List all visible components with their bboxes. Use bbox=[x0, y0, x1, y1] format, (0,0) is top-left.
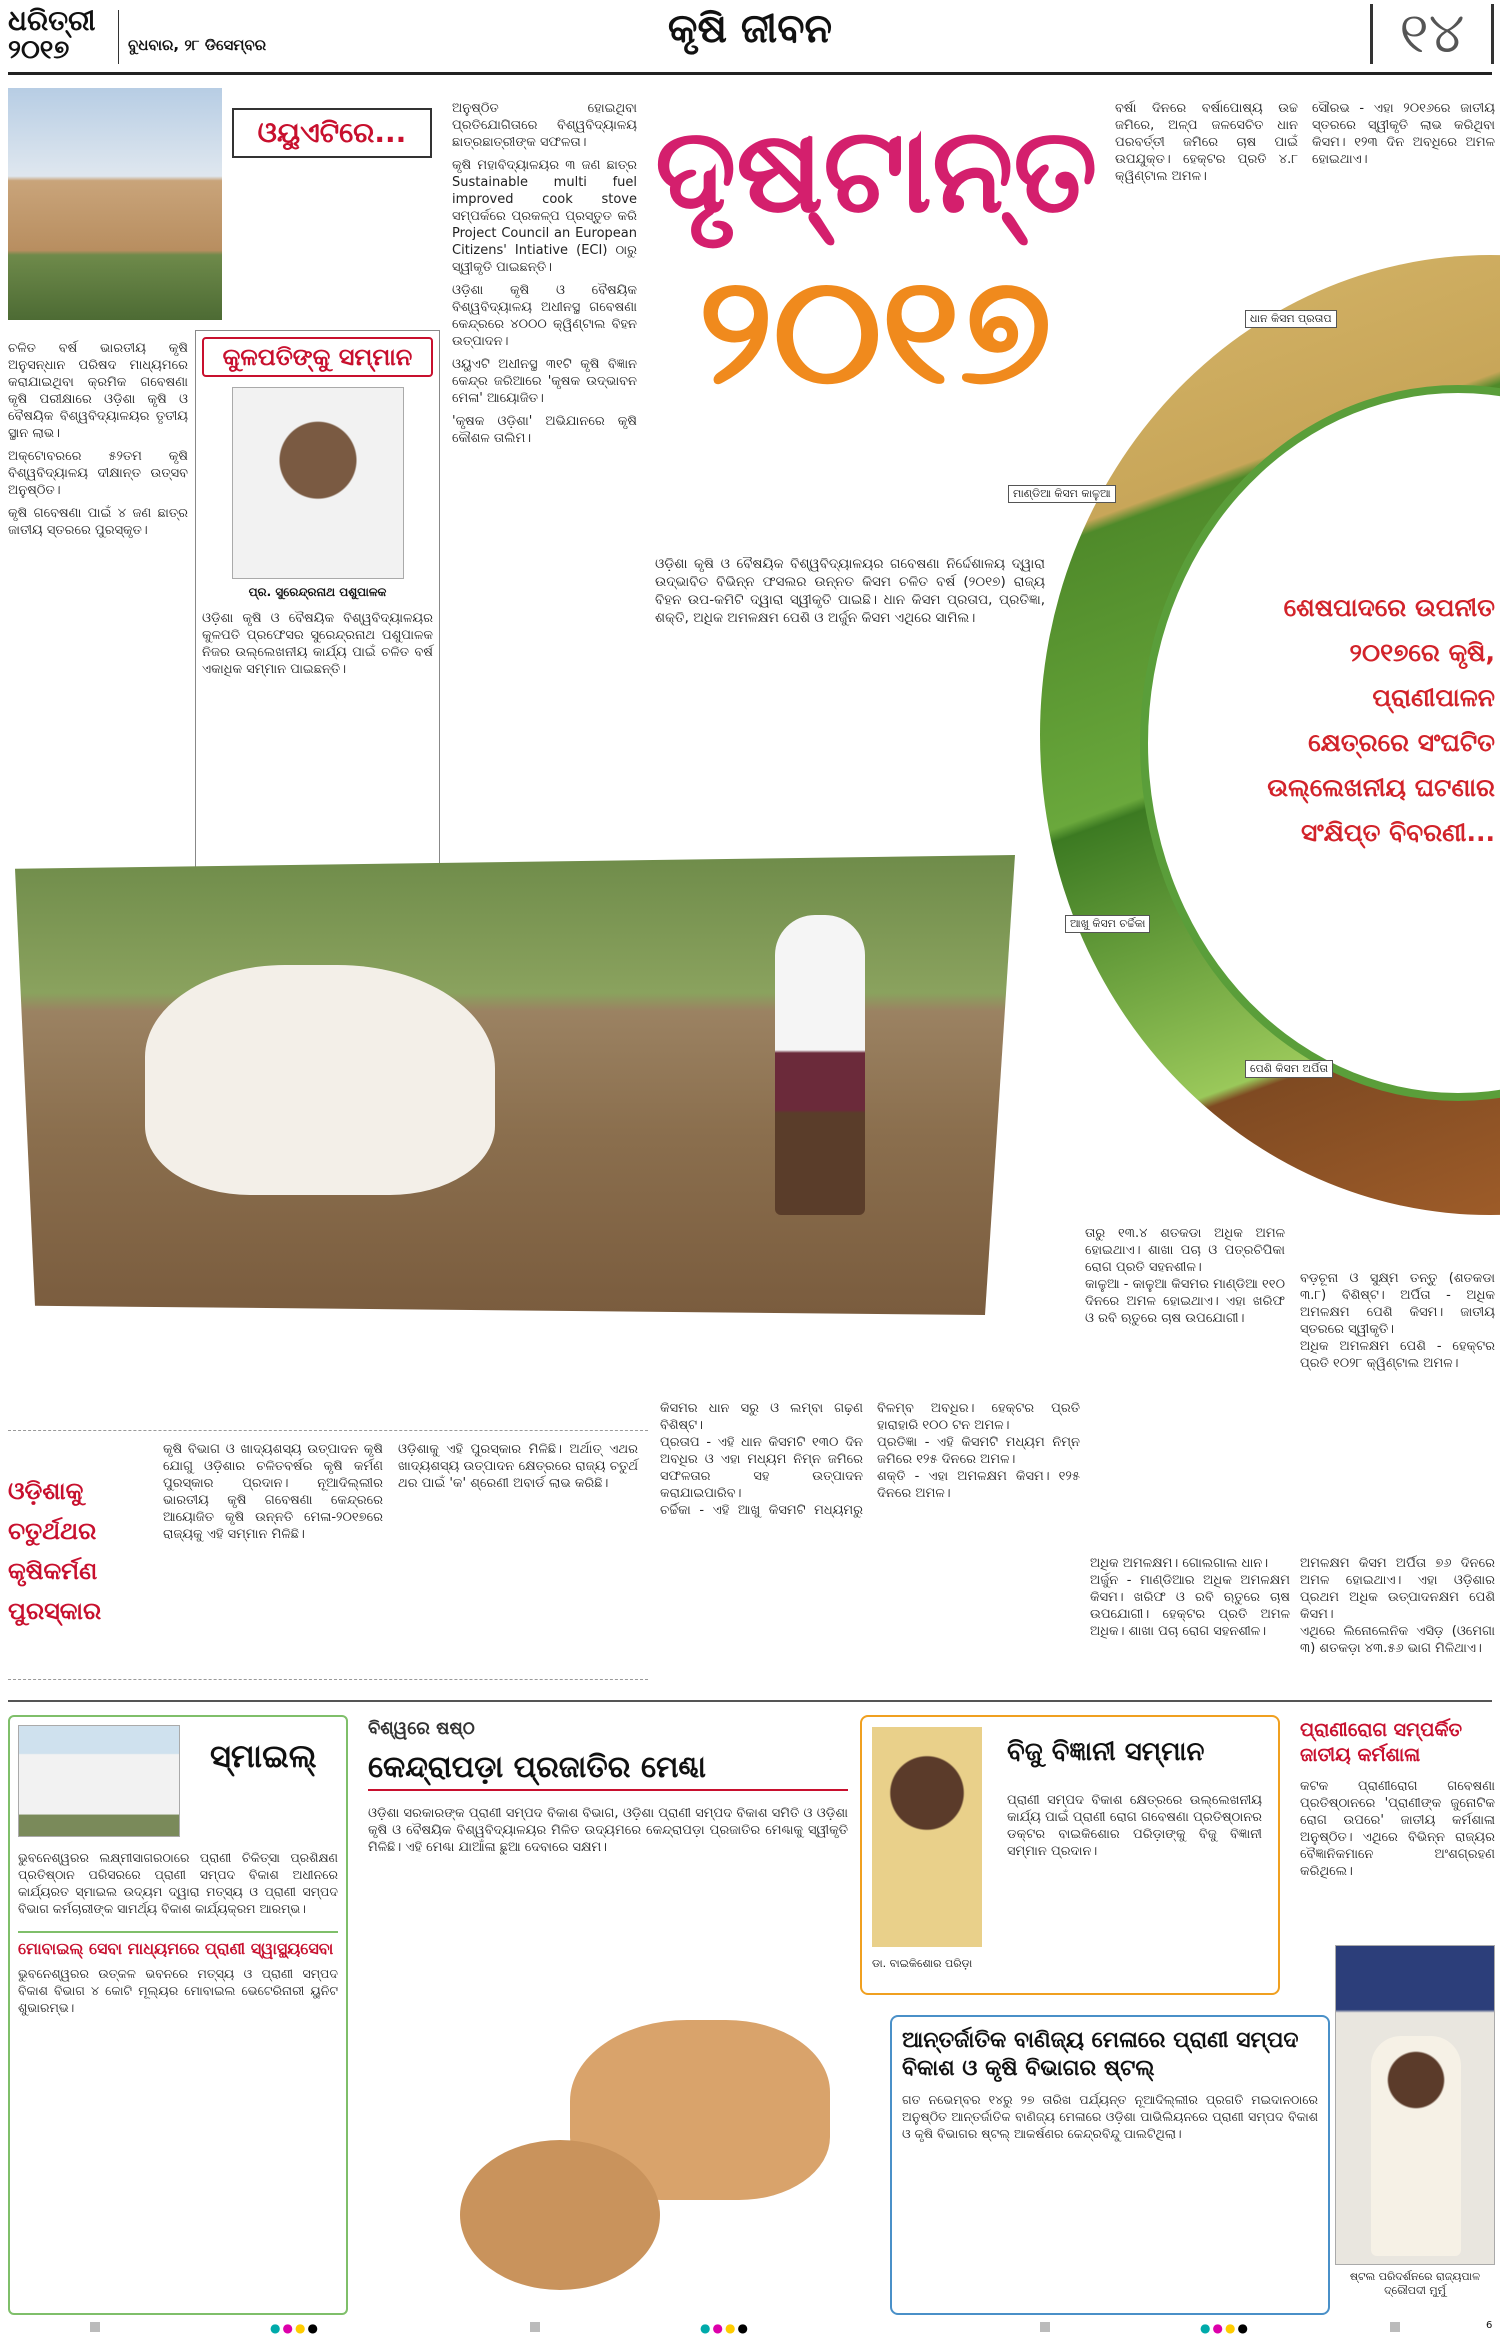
footer-registration bbox=[0, 2320, 1500, 2334]
right-col-top bbox=[1115, 100, 1495, 260]
smile-heading: ସ୍ମାଇଲ୍ bbox=[210, 1737, 317, 1775]
print-mark bbox=[1040, 2322, 1050, 2332]
feature-title-word: ଦୃଷ୍ଟାନ୍ତ bbox=[655, 100, 1098, 239]
right-top-para: ବର୍ଷା ଦିନରେ ବର୍ଷାପୋଷ୍ୟ ଉଚ୍ଚ ଜମିରେ, ଅଳ୍ପ ଜଳସେଚିତ ଧାନ ପରବର୍ତ୍ତୀ ଜମିରେ ଚାଷ ପାଇଁ ଉପଯୁକ୍ତ। ହେକ୍ଟର ପ୍ରତି ୪.୮ କ୍ୱିଣ୍ଟାଲ ଅମଳ। bbox=[1115, 101, 1298, 184]
ouat-item: କୃଷି ମହାବିଦ୍ୟାଳୟର ୩ ଜଣ ଛାତ୍ର Sustainable multi fuel improved cook stove ସମ୍ପର୍କରେ ପ୍ରକଳ୍ପ ପ୍ରସ୍ତୁତ କରି Project Council an European Citizens' Intiative (ECI) ଠାରୁ ସ୍ୱୀକୃତି ପାଇଛନ୍ତି। bbox=[452, 158, 637, 275]
krishi-award-heading: ଓଡ଼ିଶାକୁ ଚତୁର୍ଥଥର କୃଷିକର୍ମଣ ପୁରସ୍କାର bbox=[8, 1477, 102, 1625]
lamb-shape bbox=[460, 2140, 660, 2290]
governor-photo bbox=[1335, 1945, 1495, 2265]
header-rule bbox=[8, 72, 1492, 75]
biju-caption: ଡା. ବାଇକିଶୋର ପରିଡ଼ା bbox=[872, 1957, 973, 1970]
ouat-heading: ଓୟୁଏଟିରେ... bbox=[232, 108, 432, 158]
header-date: ବୁଧବାର, ୨୮ ଡିସେମ୍ବର bbox=[128, 36, 267, 54]
section-divider bbox=[8, 1700, 1492, 1702]
color-dots: ●●●● bbox=[700, 2321, 750, 2335]
vc-heading: କୁଳପତିଙ୍କୁ ସମ୍ମାନ bbox=[202, 337, 433, 377]
vc-box bbox=[195, 330, 440, 910]
color-dots: ●●●● bbox=[270, 2321, 320, 2335]
pesi-photo-label: ପେଶି କିସମ ଅର୍ପିତା bbox=[1245, 1060, 1333, 1078]
governor-caption: ଷ୍ଟଲ ପରିଦର୍ଶନରେ ରାଜ୍ୟପାଳ ଦ୍ରୌପଦୀ ମୁର୍ମୁ bbox=[1349, 2270, 1481, 2297]
ouat-item: କୃଷି ଗବେଷଣା ପାଇଁ ୪ ଜଣ ଛାତ୍ର ଜାତୀୟ ସ୍ତରରେ ପୁରସ୍କୃତ। bbox=[8, 506, 188, 538]
center-article: ଓଡ଼ିଶା କୃଷି ଓ ବୈଷୟିକ ବିଶ୍ୱବିଦ୍ୟାଳୟର ଗବେଷଣା ନିର୍ଦ୍ଦେଶାଳୟ ଦ୍ୱାରା ଉଦ୍ଭାବିତ ବିଭିନ୍ନ ଫସଲର ଉନ୍ନତ କିସମ ଚଳିତ ବର୍ଷ (୨୦୧୭) ରାଜ୍ୟ ବିହନ ଉପ-କମିଟି ଦ୍ୱାରା ସ୍ୱୀକୃତି ପାଇଛି। ଧାନ କିସମ ପ୍ରତାପ, ପ୍ରତିଜ୍ଞା, ଶକ୍ତି, ଅଧିକ ଅମଳକ୍ଷମ ପେଶି ଓ ଅର୍ଜୁନ କିସମ ଏଥିରେ ସାମିଲ। bbox=[655, 556, 1045, 626]
farmer-shape bbox=[775, 915, 865, 1215]
ouat-item: ଓଡ଼ିଶା କୃଷି ଓ ବୈଷୟିକ ବିଶ୍ୱବିଦ୍ୟାଳୟ ଅଧୀନସ୍ଥ ଗବେଷଣା କେନ୍ଦ୍ରରେ ୪୦୦୦ କ୍ୱିଣ୍ଟାଲ ବିହନ ଉତ୍ପାଦନ। bbox=[452, 283, 637, 349]
biju-body: ପ୍ରାଣୀ ସମ୍ପଦ ବିକାଶ କ୍ଷେତ୍ରରେ ଉଲ୍ଲେଖନୀୟ କାର୍ଯ୍ୟ ପାଇଁ ପ୍ରାଣୀ ରୋଗ ଗବେଷଣା ପ୍ରତିଷ୍ଠାନର ଡକ୍ଟର ବାଇକିଶୋର ପରିଡ଼ାଙ୍କୁ ବିଜୁ ବିଜ୍ଞାନୀ ସମ୍ମାନ ପ୍ରଦାନ। bbox=[1007, 1793, 1262, 1859]
sheep-heading: କେନ୍ଦ୍ରାପଡ଼ା ପ୍ରଜାତିର ମେଣ୍ଢା bbox=[368, 1750, 848, 1791]
fair-heading: ଆନ୍ତର୍ଜାତିକ ବାଣିଜ୍ୟ ମେଳାରେ ପ୍ରାଣୀ ସମ୍ପଦ ବିକାଶ ଓ କୃଷି ବିଭାଗର ଷ୍ଟଲ୍ bbox=[902, 2028, 1299, 2081]
krishi-award-body-1: କୃଷି ବିଭାଗ ଓ ଖାଦ୍ୟଶସ୍ୟ ଉତ୍ପାଦନ କୃଷି ଯୋଗୁ ଓଡ଼ିଶାର ଚଳିତବର୍ଷର କୃଷି କର୍ମଣ ପୁରସ୍କାର ପ୍ରଦାନ। ନୂଆଦିଲ୍ଲୀର ଭାରତୀୟ କୃଷି ଗବେଷଣା କେନ୍ଦ୍ରରେ ଆୟୋଜିତ କୃଷି ଉନ୍ନତି ମେଳା-୨୦୧୭ରେ ରାଜ୍ୟକୁ ଏହି ସମ୍ମାନ ମିଳିଛି। bbox=[163, 1442, 383, 1542]
print-mark bbox=[1390, 2322, 1400, 2332]
biju-portrait bbox=[872, 1727, 982, 1947]
smile-box bbox=[8, 1715, 348, 2315]
ouat-item: 'କୃଷକ ଓଡ଼ିଶା' ଅଭିଯାନରେ କୃଷି କୌଶଳ ତାଲିମ। bbox=[452, 414, 637, 446]
ouat-col-1 bbox=[8, 340, 188, 900]
dhan-photo-label: ଧାନ କିସମ ପ୍ରତାପ bbox=[1245, 310, 1337, 328]
vc-body: ଓଡ଼ିଶା କୃଷି ଓ ବୈଷୟିକ ବିଶ୍ୱବିଦ୍ୟାଳୟର କୁଳପତି ପ୍ରଫେସର ସୁରେନ୍ଦ୍ରନାଥ ପଶୁପାଳକ ନିଜର ଉଲ୍ଲେଖନୀୟ କାର୍ଯ୍ୟ ପାଇଁ ଚଳିତ ବର୍ଷ ଏକାଧିକ ସମ୍ମାନ ପାଇଛନ୍ତି। bbox=[202, 611, 433, 677]
ouat-item: ଚଳିତ ବର୍ଷ ଭାରତୀୟ କୃଷି ଅନୁସନ୍ଧାନ ପରିଷଦ ମାଧ୍ୟମରେ କରାଯାଇଥିବା କ୍ରମିକ ଗବେଷଣା କୃଷି ପରୀକ୍ଷାରେ ଓଡ଼ିଶା କୃଷି ଓ ବୈଷୟିକ ବିଶ୍ୱବିଦ୍ୟାଳୟର ତୃତୀୟ ସ୍ଥାନ ଲାଭ। bbox=[8, 341, 188, 441]
governor-figure bbox=[1371, 2036, 1461, 2256]
krishi-award-body-2: ଓଡ଼ିଶାକୁ ଏହି ପୁରସ୍କାର ମିଳିଛି। ଅର୍ଥାତ୍ ଏଥର ଖାଦ୍ୟଶସ୍ୟ ଉତ୍ପାଦନ କ୍ଷେତ୍ରରେ ରାଜ୍ୟ ଚତୁର୍ଥ ଥର ପାଇଁ 'କ' ଶ୍ରେଣୀ ଅବାର୍ଡ ଲାଭ କରିଛି। bbox=[398, 1442, 638, 1491]
workshop-heading: ପ୍ରାଣୀରୋଗ ସମ୍ପର୍କିତ ଜାତୀୟ କର୍ମଶାଳା bbox=[1300, 1719, 1463, 1766]
feature-title bbox=[655, 95, 1098, 495]
smile-sub-heading: ମୋବାଇଲ୍ ସେବା ମାଧ୍ୟମରେ ପ୍ରାଣୀ ସ୍ୱାସ୍ଥ୍ୟସେବା bbox=[18, 1931, 338, 1959]
ouat-item: ଅକ୍ଟୋବରରେ ୫୨ତମ କୃଷି ବିଶ୍ୱବିଦ୍ୟାଳୟ ଦୀକ୍ଷାନ୍ତ ଉତ୍ସବ ଅନୁଷ୍ଠିତ। bbox=[8, 449, 188, 498]
variety-col-2: ଅଧିକ ଅମଳକ୍ଷମ। ଗୋଲଗାଲ ଧାନ। ଅର୍ଜୁନ - ମାଣ୍ଡିଆର ଅଧିକ ଅମଳକ୍ଷମ କିସମ। ଖରିଫ ଓ ରବି ଋତୁରେ ଚାଷ ଉପଯୋଗୀ। ହେକ୍ଟର ପ୍ରତି ଅମଳ ଅଧିକ। ଶାଖା ପଚା ରୋଗ ସହନଶୀଳ। bbox=[1090, 1556, 1290, 1639]
fair-body: ଗତ ନଭେମ୍ବର ୧୪ରୁ ୨୭ ତାରିଖ ପର୍ଯ୍ୟନ୍ତ ନୂଆଦିଲ୍ଲୀର ପ୍ରଗତି ମଇଦାନଠାରେ ଅନୁଷ୍ଠିତ ଆନ୍ତର୍ଜାତିକ ବାଣିଜ୍ୟ ମେଳାରେ ଓଡ଼ିଶା ପାଭିଲିୟନରେ ପ୍ରାଣୀ ସମ୍ପଦ ବିକାଶ ଓ କୃଷି ବିଭାଗର ଷ୍ଟଲ୍ ଆକର୍ଷଣର କେନ୍ଦ୍ରବିନ୍ଦୁ ପାଲଟିଥିଲା। bbox=[902, 2092, 1318, 2141]
tagline-box bbox=[1265, 585, 1495, 915]
workshop-body: କଟକ ପ୍ରାଣୀରୋଗ ଗବେଷଣା ପ୍ରତିଷ୍ଠାନରେ 'ପ୍ରାଣୀଙ୍କ ଜୁନୋଟିକ ରୋଗ ଉପରେ' ଜାତୀୟ କର୍ମଶାଳା ଅନୁଷ୍ଠିତ। ଏଥିରେ ବିଭିନ୍ନ ରାଜ୍ୟର ବୈଜ୍ଞାନିକମାନେ ଅଂଶଗ୍ରହଣ କରିଥିଲେ। bbox=[1300, 1779, 1495, 1879]
sheep-kicker: ବିଶ୍ୱରେ ଷଷ୍ଠ bbox=[368, 1718, 475, 1739]
page-number: ୧୪ bbox=[1370, 4, 1494, 64]
farmer-plough-photo bbox=[15, 855, 1015, 1315]
variety-col-1: କିସମର ଧାନ ସରୁ ଓ ଲମ୍ବା ଗଢ଼ଣ ବିଶିଷ୍ଟ। ପ୍ରତାପ - ଏହି ଧାନ କିସମଟି ୧୩୦ ଦିନ ଅବଧିର ଓ ଏହା ମଧ୍ୟମ ନିମ୍ନ ଜମିରେ ସଫଳତାର ସହ ଉତ୍ପାଦନ କରାଯାଇପାରିବ। ଚର୍ଚ୍ଚିକା - ଏହି ଆଖୁ କିସମଟି ମଧ୍ୟମରୁ ବିଳମ୍ବ ଅବଧିର। ହେକ୍ଟର ପ୍ରତି ହାରାହାରି ୧୦୦ ଟନ ଅମଳ। ପ୍ରତିଜ୍ଞା - ଏହି କିସମଟି ମଧ୍ୟମ ନିମ୍ନ ଜମିରେ ୧୨୫ ଦିନରେ ଅମଳ। ଶକ୍ତି - ଏହା ଅମଳକ୍ଷମ କିସମ। ୧୨୫ ଦିନରେ ଅମଳ। bbox=[660, 1401, 1080, 1518]
biju-heading: ବିଜୁ ବିଜ୍ଞାନୀ ସମ୍ମାନ bbox=[1007, 1737, 1205, 1767]
masthead-logo: ଧରିତ୍ରୀ bbox=[8, 4, 96, 37]
tagline-text: ଶେଷପାଦରେ ଉପନୀତ ୨୦୧୭ରେ କୃଷି, ପ୍ରାଣୀପାଳନ କ୍ଷେତ୍ରରେ ସଂଘଟିତ ଉଲ୍ଲେଖନୀୟ ଘଟଣାର ସଂକ୍ଷିପ୍ତ ବିବରଣୀ... bbox=[1267, 593, 1495, 847]
smile-body: ଭୁବନେଶ୍ୱରର ଲକ୍ଷ୍ମୀସାଗରଠାରେ ପ୍ରାଣୀ ଚିକିତ୍ସା ପ୍ରଶିକ୍ଷଣ ପ୍ରତିଷ୍ଠାନ ପରିସରରେ ପ୍ରାଣୀ ସମ୍ପଦ ବିକାଶ ଅଧୀନରେ କାର୍ଯ୍ୟରତ ସ୍ମାଇଲ ଉଦ୍ୟମ ଦ୍ୱାରା ମତ୍ସ୍ୟ ଓ ପ୍ରାଣୀ ସମ୍ପଦ ବିଭାଗ କର୍ମଚାରୀଙ୍କ ସାମର୍ଥ୍ୟ ବିକାଶ କାର୍ଯ୍ୟକ୍ରମ ଆରମ୍ଭ। bbox=[18, 1850, 338, 1916]
vc-portrait bbox=[232, 387, 404, 579]
akhu-photo-label: ଆଖୁ କିସମ ଚର୍ଚ୍ଚିକା bbox=[1065, 915, 1150, 933]
variety-col-3: ଅମଳକ୍ଷମ କିସମ ଅର୍ପିତା ୭୬ ଦିନରେ ଅମଳ ହୋଇଥାଏ। ଏହା ଓଡ଼ିଶାର ପ୍ରଥମ ଅଧିକ ଉତ୍ପାଦନକ୍ଷମ ପେଶି କିସମ। ଏଥିରେ ଲିନୋଲେନିକ ଏସିଡ଼ (ଓମେଗା ୩) ଶତକଡ଼ା ୪୩.୫୬ ଭାଗ ମିଳିଥାଏ। bbox=[1300, 1556, 1495, 1656]
smile-house-photo bbox=[18, 1725, 180, 1837]
vc-caption: ପ୍ର. ସୁରେନ୍ଦ୍ରନାଥ ପଶୁପାଳକ bbox=[248, 585, 387, 599]
bull-shape bbox=[145, 965, 495, 1195]
sheep-photo bbox=[420, 1960, 860, 2315]
section-title: କୃଷି ଜୀବନ bbox=[667, 6, 833, 52]
ouat-col-2 bbox=[452, 100, 637, 920]
ouat-building-photo bbox=[8, 88, 222, 320]
footer-mark: 6 bbox=[1486, 2320, 1493, 2331]
fair-box bbox=[890, 2015, 1330, 2315]
mandia-photo-label: ମାଣ୍ଡିଆ କିସମ କାଳୁଆ bbox=[1008, 485, 1116, 503]
bottom-col-1: ତାରୁ ୧୩.୪ ଶତକଡା ଅଧିକ ଅମଳ ହୋଇଥାଏ। ଶାଖା ପଚା ଓ ପତ୍ରଚିପିକା ରୋଗ ପ୍ରତି ସହନଶୀଳ। କାଳୁଆ - କାଳୁଆ କିସମର ମାଣ୍ଡିଆ ୧୧୦ ଦିନରେ ଅମଳ ହୋଇଥାଏ। ଏହା ଖରିଫ ଓ ରବି ଋତୁରେ ଚାଷ ଉପଯୋଗୀ। bbox=[1085, 1226, 1285, 1326]
print-mark bbox=[90, 2322, 100, 2332]
color-dots: ●●●● bbox=[1200, 2321, 1250, 2335]
feature-title-year: ୨୦୧୭ bbox=[698, 242, 1052, 418]
print-mark bbox=[530, 2322, 540, 2332]
bottom-col-2: ବଡ଼ଚୂନା ଓ ସୁକ୍ଷ୍ମ ତନ୍ତୁ (ଶତକଡା ୩.୮) ବିଶିଷ୍ଟ। ଅର୍ପିତା - ଅଧିକ ଅମଳକ୍ଷମ ପେଶି କିସମ। ଜାତୀୟ ସ୍ତରରେ ସ୍ୱୀକୃତି। ଅଧିକ ଅମଳକ୍ଷମ ପେଶି - ହେକ୍ଟର ପ୍ରତି ୧୦୨୮ କ୍ୱିଣ୍ଟାଲ ଅମଳ। bbox=[1300, 1271, 1495, 1371]
krishi-award-box bbox=[8, 1430, 648, 1680]
biju-box bbox=[860, 1715, 1280, 1995]
right-top-para: ସୌରଭ - ଏହା ୨୦୧୬ରେ ଜାତୀୟ ସ୍ତରରେ ସ୍ୱୀକୃତି ଲାଭ କରିଥିବା କିସମ। ୧୨୩ ଦିନ ଅବଧିରେ ଅମଳ ହୋଇଥାଏ। bbox=[1312, 101, 1495, 167]
sheep-body: ଓଡ଼ିଶା ସରକାରଙ୍କ ପ୍ରାଣୀ ସମ୍ପଦ ବିକାଶ ବିଭାଗ, ଓଡ଼ିଶା ପ୍ରାଣୀ ସମ୍ପଦ ବିକାଶ ସମିତି ଓ ଓଡ଼ିଶା କୃଷି ଓ ବୈଷୟିକ ବିଶ୍ୱବିଦ୍ୟାଳୟର ମିଳିତ ଉଦ୍ୟମରେ କେନ୍ଦ୍ରାପଡ଼ା ପ୍ରଜାତିର ମେଣ୍ଢାକୁ ସ୍ୱୀକୃତି ମିଳିଛି। ଏହି ମେଣ୍ଢା ଯାଆଁଳା ଛୁଆ ଦେବାରେ ସକ୍ଷମ। bbox=[368, 1806, 848, 1855]
ouat-item: ଓୟୁଏଟି ଅଧୀନସ୍ଥ ୩୧ଟି କୃଷି ବିଜ୍ଞାନ କେନ୍ଦ୍ର ଜରିଆରେ 'କୃଷକ ଉଦ୍ଭାବନ ମେଳା' ଆୟୋଜିତ। bbox=[452, 357, 637, 406]
ouat-item: ଅନୁଷ୍ଠିତ ହୋଇଥିବା ପ୍ରତିଯୋଗିତାରେ ବିଶ୍ୱବିଦ୍ୟାଳୟ ଛାତ୍ରଛାତ୍ରୀଙ୍କ ସଫଳତା। bbox=[452, 101, 637, 150]
header-divider-1 bbox=[118, 10, 119, 64]
smile-sub-body: ଭୁବନେଶ୍ୱରର ଉତ୍କଳ ଭବନରେ ମତ୍ସ୍ୟ ଓ ପ୍ରାଣୀ ସମ୍ପଦ ବିକାଶ ବିଭାଗ ୪ କୋଟି ମୂଲ୍ୟର ମୋବାଇଲ ଭେଟେରିନାରୀ ୟୁନିଟ ଶୁଭାରମ୍ଭ। bbox=[18, 1966, 338, 2015]
masthead-year: ୨୦୧୭ bbox=[8, 35, 70, 65]
masthead bbox=[8, 6, 118, 66]
